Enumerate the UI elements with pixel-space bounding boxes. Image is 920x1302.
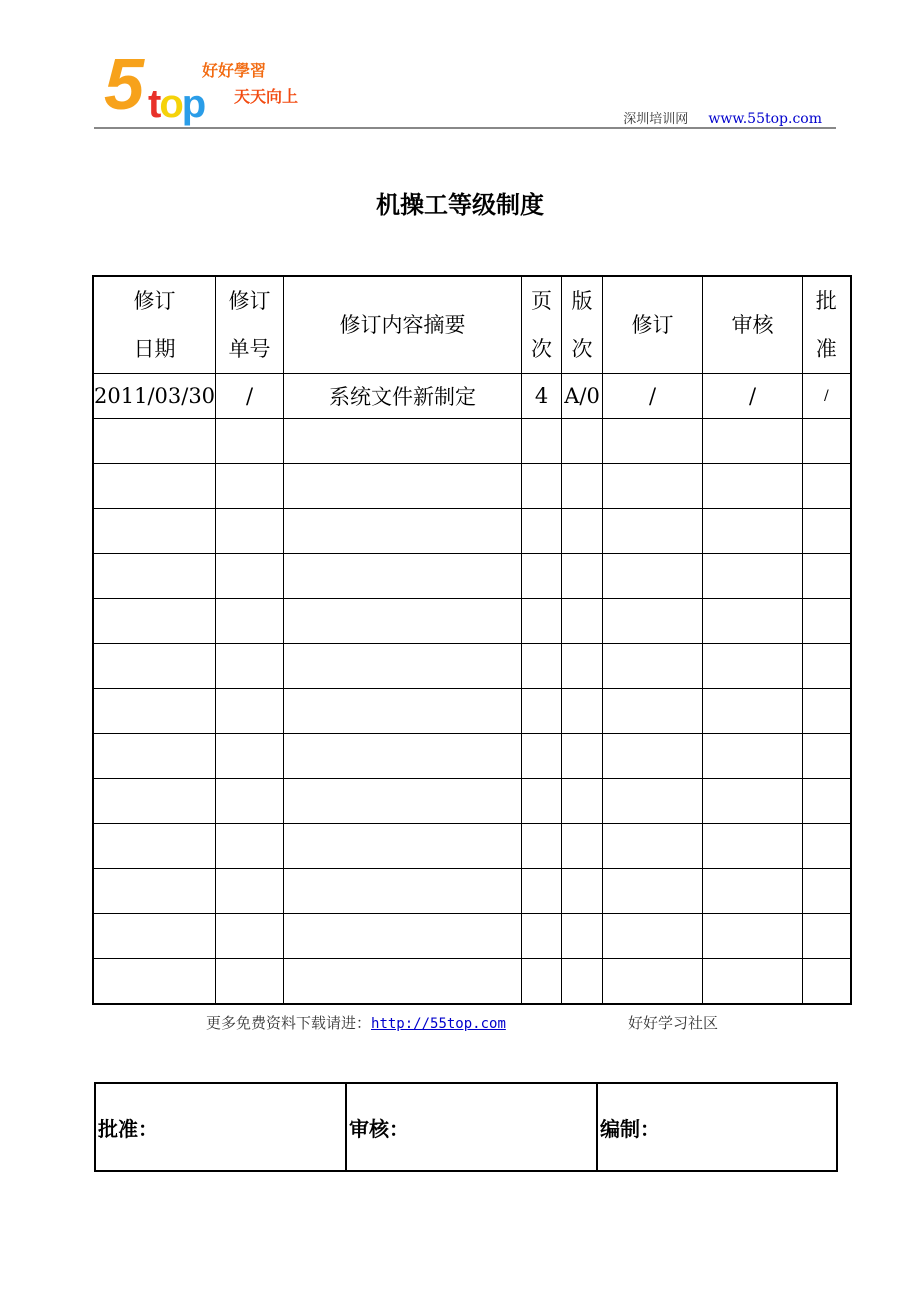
empty-cell[interactable]: [562, 689, 603, 734]
empty-cell[interactable]: [562, 554, 603, 599]
empty-row: [93, 869, 851, 914]
header-cell: [522, 276, 562, 374]
revision-table: [92, 275, 852, 1005]
empty-cell[interactable]: [803, 734, 851, 779]
empty-row: [93, 554, 851, 599]
empty-row: [93, 824, 851, 869]
header-label: 次: [531, 337, 553, 361]
empty-cell[interactable]: [522, 554, 562, 599]
empty-cell[interactable]: [703, 644, 803, 689]
footer-link[interactable]: http://55top.com: [371, 1016, 506, 1032]
empty-cell[interactable]: [216, 869, 284, 914]
table-cell: 系统文件新制定: [284, 374, 522, 419]
empty-cell[interactable]: [603, 644, 703, 689]
empty-cell[interactable]: [284, 824, 522, 869]
header-label: 日期: [133, 337, 176, 361]
empty-cell[interactable]: [562, 644, 603, 689]
table-cell: 4: [522, 374, 562, 419]
empty-cell[interactable]: [803, 914, 851, 959]
review-cell: 审核：: [346, 1083, 597, 1171]
empty-cell[interactable]: [93, 644, 216, 689]
header-label: 修订: [228, 289, 271, 313]
empty-cell[interactable]: [93, 869, 216, 914]
footer-prefix: 更多免费资料下载请进：: [206, 1014, 372, 1032]
empty-cell[interactable]: [522, 914, 562, 959]
empty-cell[interactable]: [216, 419, 284, 464]
empty-cell[interactable]: [216, 509, 284, 554]
header-label: 页: [531, 289, 553, 313]
header-label: 准: [815, 337, 837, 361]
header-divider: [94, 127, 836, 129]
empty-cell[interactable]: [603, 689, 703, 734]
header-cell: [803, 276, 851, 374]
site-name: 深圳培训网: [623, 112, 689, 127]
empty-cell[interactable]: [562, 824, 603, 869]
empty-cell[interactable]: [562, 509, 603, 554]
empty-cell[interactable]: [803, 464, 851, 509]
empty-cell[interactable]: [284, 599, 522, 644]
footer-note: [206, 1012, 506, 1033]
empty-cell[interactable]: [603, 824, 703, 869]
empty-cell[interactable]: [216, 689, 284, 734]
empty-cell[interactable]: [603, 554, 703, 599]
empty-cell[interactable]: [216, 644, 284, 689]
empty-cell[interactable]: [284, 419, 522, 464]
empty-cell[interactable]: [603, 959, 703, 1005]
empty-cell[interactable]: [284, 779, 522, 824]
empty-row: [93, 779, 851, 824]
empty-cell[interactable]: [703, 959, 803, 1005]
header-cell: [603, 276, 703, 374]
header-cell: [216, 276, 284, 374]
empty-cell[interactable]: [603, 869, 703, 914]
empty-cell[interactable]: [603, 779, 703, 824]
empty-cell[interactable]: [562, 779, 603, 824]
table-cell: /: [803, 374, 851, 419]
empty-cell[interactable]: [522, 599, 562, 644]
empty-cell[interactable]: [562, 599, 603, 644]
header-cell: [93, 276, 216, 374]
empty-cell[interactable]: [522, 869, 562, 914]
empty-cell[interactable]: [522, 689, 562, 734]
empty-row: [93, 464, 851, 509]
empty-cell[interactable]: [803, 644, 851, 689]
empty-cell[interactable]: [603, 599, 703, 644]
empty-cell[interactable]: [522, 419, 562, 464]
empty-cell[interactable]: [703, 824, 803, 869]
empty-cell[interactable]: [93, 779, 216, 824]
empty-cell[interactable]: [562, 419, 603, 464]
empty-cell[interactable]: [284, 914, 522, 959]
empty-cell[interactable]: [93, 509, 216, 554]
empty-cell[interactable]: [216, 959, 284, 1005]
empty-cell[interactable]: [562, 914, 603, 959]
empty-cell[interactable]: [703, 599, 803, 644]
empty-cell[interactable]: [216, 914, 284, 959]
empty-cell[interactable]: [93, 734, 216, 779]
empty-row: [93, 914, 851, 959]
empty-cell[interactable]: [522, 734, 562, 779]
empty-cell[interactable]: [703, 464, 803, 509]
empty-cell[interactable]: [803, 554, 851, 599]
empty-cell[interactable]: [522, 509, 562, 554]
signoff-table: [94, 1082, 838, 1172]
empty-cell[interactable]: [703, 914, 803, 959]
header-label: 单号: [228, 337, 271, 361]
empty-cell[interactable]: [284, 464, 522, 509]
empty-cell[interactable]: [216, 824, 284, 869]
empty-cell[interactable]: [803, 599, 851, 644]
header-label: 修订: [631, 313, 674, 337]
empty-cell[interactable]: [93, 599, 216, 644]
empty-cell[interactable]: [603, 509, 703, 554]
empty-cell[interactable]: [562, 734, 603, 779]
compile-cell: 编制：: [597, 1083, 837, 1171]
table-cell: 2011/03/30: [93, 374, 216, 419]
empty-cell[interactable]: [703, 554, 803, 599]
empty-cell[interactable]: [93, 419, 216, 464]
empty-cell[interactable]: [284, 644, 522, 689]
empty-cell[interactable]: [284, 734, 522, 779]
empty-row: [93, 959, 851, 1005]
empty-cell[interactable]: [284, 554, 522, 599]
empty-cell[interactable]: [703, 734, 803, 779]
empty-cell[interactable]: [522, 779, 562, 824]
empty-cell[interactable]: [216, 779, 284, 824]
empty-cell[interactable]: [216, 599, 284, 644]
table-cell: A/0: [562, 374, 603, 419]
header-label: 修订内容摘要: [339, 313, 466, 337]
empty-cell[interactable]: [93, 464, 216, 509]
empty-row: [93, 599, 851, 644]
empty-cell[interactable]: [562, 464, 603, 509]
empty-cell[interactable]: [603, 464, 703, 509]
approve-cell: 批准：: [95, 1083, 346, 1171]
empty-cell[interactable]: [803, 824, 851, 869]
empty-cell[interactable]: [93, 959, 216, 1005]
empty-row: [93, 509, 851, 554]
empty-cell[interactable]: [703, 689, 803, 734]
header-label: 修订: [133, 289, 176, 313]
footer-community: 好好学习社区: [628, 1014, 719, 1032]
empty-cell[interactable]: [522, 824, 562, 869]
empty-cell[interactable]: [93, 914, 216, 959]
empty-cell[interactable]: [522, 464, 562, 509]
empty-cell[interactable]: [803, 419, 851, 464]
logo: 5 top 好好學習 天天向上: [104, 45, 299, 126]
empty-cell[interactable]: [522, 959, 562, 1005]
empty-cell[interactable]: [522, 644, 562, 689]
logo-slogan-1: 好好學習: [202, 61, 267, 80]
empty-cell[interactable]: [603, 419, 703, 464]
empty-row: [93, 734, 851, 779]
empty-cell[interactable]: [93, 554, 216, 599]
header-cell: [703, 276, 803, 374]
table-cell: /: [603, 374, 703, 419]
empty-cell[interactable]: [216, 734, 284, 779]
empty-cell[interactable]: [603, 734, 703, 779]
empty-cell[interactable]: [703, 419, 803, 464]
empty-cell[interactable]: [562, 869, 603, 914]
empty-cell[interactable]: [284, 959, 522, 1005]
header-cell: [562, 276, 603, 374]
empty-cell[interactable]: [562, 959, 603, 1005]
empty-cell[interactable]: [703, 509, 803, 554]
header-cell: [284, 276, 522, 374]
empty-cell[interactable]: [703, 779, 803, 824]
header-label: 审核: [731, 313, 774, 337]
empty-cell[interactable]: [284, 869, 522, 914]
empty-row: [93, 644, 851, 689]
empty-row: [93, 419, 851, 464]
site-url[interactable]: www.55top.com: [708, 111, 822, 127]
header-label: 次: [571, 337, 593, 361]
table-cell: /: [216, 374, 284, 419]
empty-cell[interactable]: [803, 689, 851, 734]
empty-cell[interactable]: [603, 914, 703, 959]
page-title: 机操工等级制度: [376, 191, 544, 219]
empty-cell[interactable]: [93, 824, 216, 869]
empty-row: [93, 689, 851, 734]
empty-cell[interactable]: [93, 689, 216, 734]
header-label: 批: [815, 289, 837, 313]
empty-cell[interactable]: [216, 554, 284, 599]
site-header: [623, 108, 822, 127]
empty-cell[interactable]: [803, 869, 851, 914]
empty-cell[interactable]: [216, 464, 284, 509]
empty-cell[interactable]: [803, 779, 851, 824]
logo-slogan-2: 天天向上: [234, 87, 299, 106]
table-header-row: [93, 276, 851, 374]
empty-cell[interactable]: [284, 689, 522, 734]
empty-cell[interactable]: [284, 509, 522, 554]
empty-cell[interactable]: [803, 509, 851, 554]
table-cell: /: [703, 374, 803, 419]
empty-cell[interactable]: [803, 959, 851, 1005]
table-row: [93, 374, 851, 419]
header-label: 版: [571, 289, 593, 313]
empty-cell[interactable]: [703, 869, 803, 914]
